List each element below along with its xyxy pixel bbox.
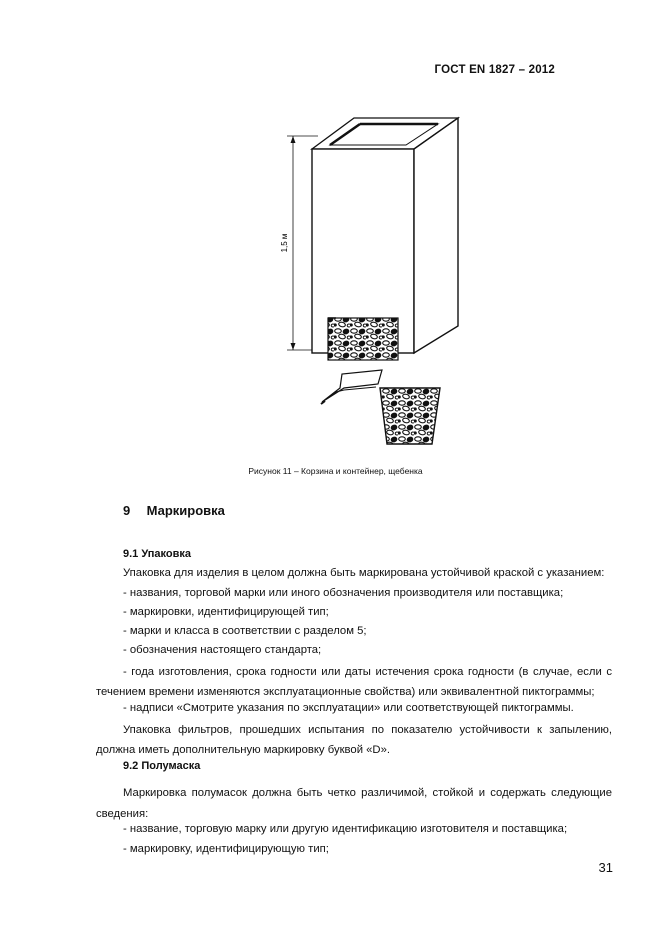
list-item: - маркировки, идентифицирующей тип; — [123, 606, 329, 618]
page-number: 31 — [598, 860, 613, 875]
list-item: - маркировку, идентифицирующую тип; — [123, 843, 329, 855]
list-item: - года изготовления, срока годности или даты истечения срока годности (в случае, если с течением времени изменяются эксплуатационные свойства) или эквивалентной пиктограммы; — [96, 666, 612, 698]
list-item: - надписи «Смотрите указания по эксплуатации» или соответствующей пиктограммы. — [123, 702, 574, 714]
subsection-title-half-mask: 9.2 Полумаска — [123, 760, 201, 772]
paragraph: Упаковка фильтров, прошедших испытания по показателю устойчивости к запылению, должна иметь дополнительную маркировку буквой «D». — [96, 724, 612, 756]
section-number: 9 — [123, 503, 131, 518]
section-title: Маркировка — [146, 503, 225, 518]
list-item: - название, торговую марку или другую идентификацию изготовителя и поставщика; — [123, 823, 568, 835]
basket-container-figure — [270, 112, 470, 457]
paragraph: Упаковка для изделия в целом должна быть маркирована устойчивой краской с указанием: — [123, 567, 605, 579]
document-header: ГОСТ EN 1827 – 2012 — [434, 64, 555, 76]
list-item: - марки и класса в соответствии с разделом 5; — [123, 625, 367, 637]
section-heading — [123, 503, 225, 518]
dimension-label: 1,5 м — [280, 233, 289, 253]
subsection-title-packaging: 9.1 Упаковка — [123, 548, 191, 560]
list-item: - названия, торговой марки или иного обозначения производителя или поставщика; — [123, 587, 564, 599]
list-item: - обозначения настоящего стандарта; — [123, 644, 322, 656]
paragraph: Маркировка полумасок должна быть четко различимой, стойкой и содержать следующие сведения: — [96, 787, 612, 820]
figure-caption: Рисунок 11 – Корзина и контейнер, щебенка — [248, 466, 423, 476]
